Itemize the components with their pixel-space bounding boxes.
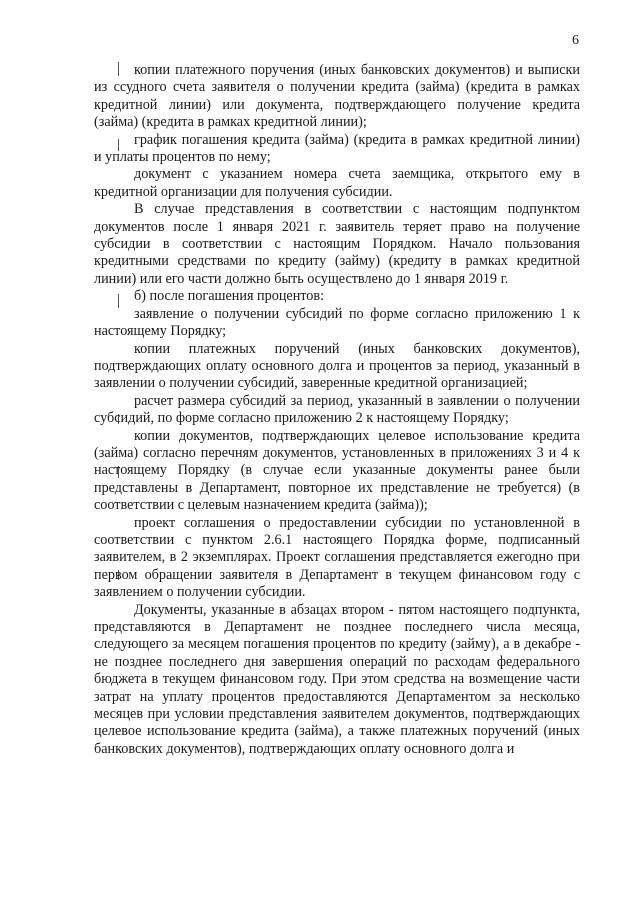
paragraph: В случае представления в соответствии с настоящим подпунктом документов после 1 января 2021 г. заявитель теряет право на получение субсидии в соответствии с настоящим Порядком. Начало пользования кредитными средствами по кредиту (займу) (кредиту в рамках кредитной линии) или его части должно быть осуществлено до 1 января 2019 г. <box>94 201 580 287</box>
paragraph: копии документов, подтверждающих целевое использование кредита (займа) согласно перечням документов, установленных в приложениях 3 и 4 к настоящему Порядку (в случае если указанные документы ранее были представлены в Департамент, повторное их представление не требуется) (в соответствии с целевым назначением кредита (займа)); <box>94 427 580 514</box>
paragraph: копии платежного поручения (иных банковских документов) и выписки из ссудного счета заявителя о получении кредита (займа) (кредита в рамках кредитной линии) или документа, подтверждающего получение кредита (займа) (кредита в рамках кредитной линии); <box>94 62 580 131</box>
paragraph: проект соглашения о предоставлении субсидии по установленной в соответствии с пунктом 2.6.1 настоящего Порядка форме, подписанный заявителем, в 2 экземплярах. Проект соглашения представляется ежегодно при первом обращении заявителя в Департамент в текущем финансовом году с заявлением о получении субсидии. <box>94 514 580 601</box>
paragraph: копии платежных поручений (иных банковских документов), подтверждающих оплату основного долга и процентов за период, указанный в заявлении о получении субсидий, заверенные кредитной организацией; <box>94 340 580 392</box>
paragraph: Документы, указанные в абзацах втором - пятом настоящего подпункта, представляются в Департамент не позднее последнего числа месяца, следующего за месяцем погашения процентов по кредиту (займу), а в декабре - не позднее последнего дня завершения операций по расходам федерального бюджета в текущем финансовом году. При этом средства на возмещение части затрат на уплату процентов предоставляются Департаментом за несколько месяцев при условии представления заявителем документов, подтверждающих целевое использование кредита (займа), а также платежных поручений (иных банковских документов), подтверждающих оплату основного долга и <box>94 601 580 757</box>
document-body <box>94 62 580 758</box>
paragraph: расчет размера субсидий за период, указанный в заявлении о получении субсидий, по форме согласно приложению 2 к настоящему Порядку; <box>94 392 580 427</box>
paragraph: б) после погашения процентов: <box>134 288 325 305</box>
page-number: 6 <box>572 33 579 48</box>
paragraph: график погашения кредита (займа) (кредита в рамках кредитной линии) и уплаты процентов по нему; <box>94 131 580 166</box>
paragraph: заявление о получении субсидий по форме согласно приложению 1 к настоящему Порядку; <box>94 305 580 340</box>
paragraph: документ с указанием номера счета заемщика, открытого ему в кредитной организации для получения субсидии. <box>94 166 580 200</box>
